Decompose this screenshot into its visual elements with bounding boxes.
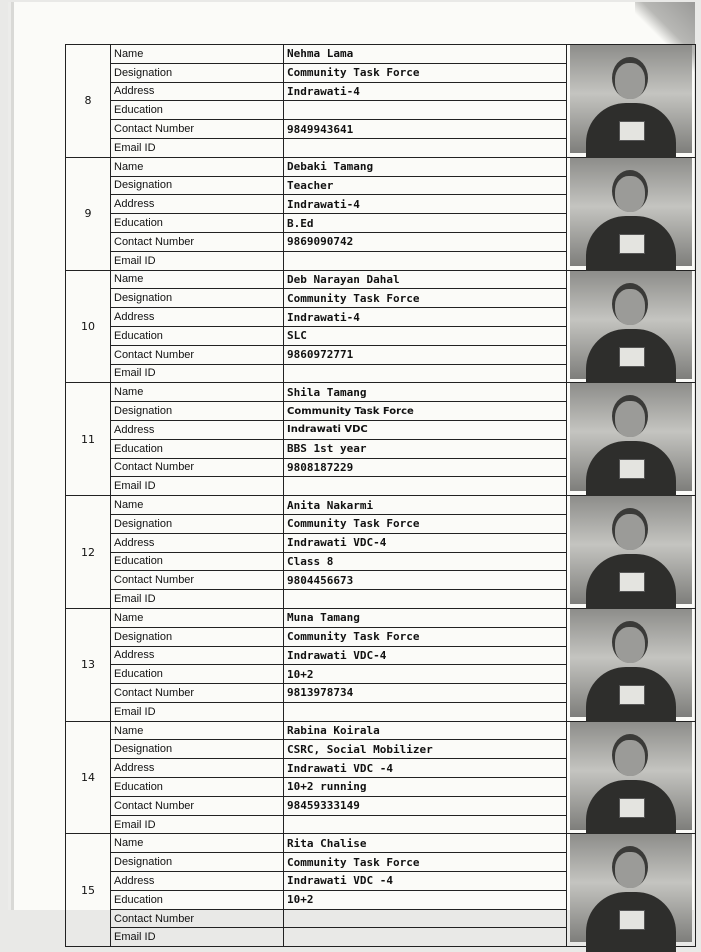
- table-row: [66, 383, 696, 402]
- field-label-contact: Contact Number: [111, 796, 284, 815]
- portrait-image: [570, 158, 692, 266]
- table-row: [66, 270, 696, 289]
- field-label-email: Email ID: [111, 815, 284, 834]
- portrait-image: [570, 609, 692, 717]
- field-label-education: Education: [111, 214, 284, 233]
- field-label-email: Email ID: [111, 702, 284, 721]
- field-value-name: Nehma Lama: [284, 45, 567, 64]
- field-label-designation: Designation: [111, 176, 284, 195]
- field-label-address: Address: [111, 872, 284, 891]
- field-label-designation: Designation: [111, 740, 284, 759]
- field-value-designation: Teacher: [284, 176, 567, 195]
- id-card-icon: [619, 459, 645, 479]
- field-value-address: Indrawati VDC-4: [284, 533, 567, 552]
- field-label-designation: Designation: [111, 627, 284, 646]
- field-value-contact: 9813978734: [284, 684, 567, 703]
- field-label-contact: Contact Number: [111, 345, 284, 364]
- table-row: [66, 157, 696, 176]
- field-value-education: 10+2: [284, 890, 567, 909]
- table-row: [66, 834, 696, 853]
- field-label-education: Education: [111, 890, 284, 909]
- field-value-name: Muna Tamang: [284, 608, 567, 627]
- member-photo: [567, 496, 696, 609]
- record-number: 10: [66, 270, 111, 383]
- table-row: [66, 608, 696, 627]
- field-label-designation: Designation: [111, 514, 284, 533]
- field-value-designation: Community Task Force: [284, 289, 567, 308]
- record-number: 13: [66, 608, 111, 721]
- id-card-icon: [619, 798, 645, 818]
- field-value-address: Indrawati VDC: [284, 420, 567, 439]
- field-label-email: Email ID: [111, 251, 284, 270]
- field-value-address: Indrawati VDC-4: [284, 646, 567, 665]
- field-label-name: Name: [111, 270, 284, 289]
- field-value-education: BBS 1st year: [284, 439, 567, 458]
- field-value-name: Deb Narayan Dahal: [284, 270, 567, 289]
- field-value-name: Rabina Koirala: [284, 721, 567, 740]
- portrait-face: [615, 627, 645, 663]
- field-label-email: Email ID: [111, 364, 284, 383]
- table-row: [66, 721, 696, 740]
- record-number: 9: [66, 157, 111, 270]
- field-value-email: [284, 251, 567, 270]
- field-label-name: Name: [111, 496, 284, 515]
- portrait-image: [570, 834, 692, 942]
- field-label-email: Email ID: [111, 590, 284, 609]
- field-value-contact: 9860972771: [284, 345, 567, 364]
- member-photo: [567, 834, 696, 947]
- field-value-email: [284, 364, 567, 383]
- field-label-email: Email ID: [111, 477, 284, 496]
- field-label-education: Education: [111, 101, 284, 120]
- field-label-contact: Contact Number: [111, 684, 284, 703]
- field-label-education: Education: [111, 778, 284, 797]
- id-card-icon: [619, 121, 645, 141]
- field-label-address: Address: [111, 82, 284, 101]
- field-value-address: Indrawati VDC -4: [284, 759, 567, 778]
- record-number: 12: [66, 496, 111, 609]
- id-card-icon: [619, 347, 645, 367]
- table-row: [66, 496, 696, 515]
- field-label-name: Name: [111, 157, 284, 176]
- field-value-address: Indrawati-4: [284, 308, 567, 327]
- portrait-image: [570, 383, 692, 491]
- field-label-name: Name: [111, 608, 284, 627]
- field-value-education: Class 8: [284, 552, 567, 571]
- record-number: 14: [66, 721, 111, 834]
- portrait-face: [615, 289, 645, 325]
- field-label-name: Name: [111, 721, 284, 740]
- field-label-education: Education: [111, 552, 284, 571]
- portrait-image: [570, 496, 692, 604]
- field-value-name: Rita Chalise: [284, 834, 567, 853]
- field-value-email: [284, 928, 567, 947]
- field-label-contact: Contact Number: [111, 120, 284, 139]
- field-value-designation: Community Task Force: [284, 853, 567, 872]
- field-value-email: [284, 138, 567, 157]
- field-label-contact: Contact Number: [111, 232, 284, 251]
- field-label-designation: Designation: [111, 402, 284, 421]
- field-label-education: Education: [111, 326, 284, 345]
- record-number: 11: [66, 383, 111, 496]
- field-value-education: 10+2: [284, 665, 567, 684]
- field-value-address: Indrawati-4: [284, 82, 567, 101]
- field-label-name: Name: [111, 834, 284, 853]
- portrait-face: [615, 514, 645, 550]
- member-photo: [567, 45, 696, 158]
- field-value-address: Indrawati VDC -4: [284, 872, 567, 891]
- field-label-name: Name: [111, 383, 284, 402]
- field-value-contact: 9804456673: [284, 571, 567, 590]
- portrait-face: [615, 740, 645, 776]
- field-label-address: Address: [111, 759, 284, 778]
- portrait-face: [615, 176, 645, 212]
- id-card-icon: [619, 234, 645, 254]
- portrait-image: [570, 45, 692, 153]
- field-label-designation: Designation: [111, 853, 284, 872]
- field-label-address: Address: [111, 533, 284, 552]
- member-photo: [567, 157, 696, 270]
- field-label-address: Address: [111, 646, 284, 665]
- id-card-icon: [619, 685, 645, 705]
- field-label-address: Address: [111, 420, 284, 439]
- field-value-email: [284, 477, 567, 496]
- portrait-image: [570, 722, 692, 830]
- field-value-email: [284, 702, 567, 721]
- field-value-education: B.Ed: [284, 214, 567, 233]
- field-value-contact: 98459333149: [284, 796, 567, 815]
- member-photo: [567, 608, 696, 721]
- member-photo: [567, 721, 696, 834]
- field-value-address: Indrawati-4: [284, 195, 567, 214]
- field-value-email: [284, 815, 567, 834]
- field-value-designation: Community Task Force: [284, 514, 567, 533]
- field-label-email: Email ID: [111, 928, 284, 947]
- field-label-education: Education: [111, 665, 284, 684]
- field-value-name: Debaki Tamang: [284, 157, 567, 176]
- member-register-table: [65, 44, 696, 947]
- portrait-face: [615, 401, 645, 437]
- field-label-designation: Designation: [111, 63, 284, 82]
- field-label-address: Address: [111, 195, 284, 214]
- member-photo: [567, 270, 696, 383]
- field-value-education: SLC: [284, 326, 567, 345]
- field-label-email: Email ID: [111, 138, 284, 157]
- field-label-contact: Contact Number: [111, 909, 284, 928]
- record-number: 8: [66, 45, 111, 158]
- portrait-image: [570, 271, 692, 379]
- portrait-face: [615, 852, 645, 888]
- field-value-education: 10+2 running: [284, 778, 567, 797]
- table-row: [66, 45, 696, 64]
- field-value-designation: Community Task Force: [284, 402, 567, 421]
- member-photo: [567, 383, 696, 496]
- field-value-contact: 9869090742: [284, 232, 567, 251]
- field-value-name: Anita Nakarmi: [284, 496, 567, 515]
- field-value-contact: [284, 909, 567, 928]
- field-value-education: [284, 101, 567, 120]
- field-value-designation: CSRC, Social Mobilizer: [284, 740, 567, 759]
- field-label-address: Address: [111, 308, 284, 327]
- field-value-name: Shila Tamang: [284, 383, 567, 402]
- id-card-icon: [619, 572, 645, 592]
- field-value-contact: 9808187229: [284, 458, 567, 477]
- id-card-icon: [619, 910, 645, 930]
- field-label-education: Education: [111, 439, 284, 458]
- record-number: 15: [66, 834, 111, 947]
- portrait-face: [615, 63, 645, 99]
- document-page: [14, 2, 694, 944]
- field-label-contact: Contact Number: [111, 571, 284, 590]
- field-value-contact: 9849943641: [284, 120, 567, 139]
- field-value-designation: Community Task Force: [284, 63, 567, 82]
- field-value-email: [284, 590, 567, 609]
- field-label-name: Name: [111, 45, 284, 64]
- field-value-designation: Community Task Force: [284, 627, 567, 646]
- field-label-contact: Contact Number: [111, 458, 284, 477]
- field-label-designation: Designation: [111, 289, 284, 308]
